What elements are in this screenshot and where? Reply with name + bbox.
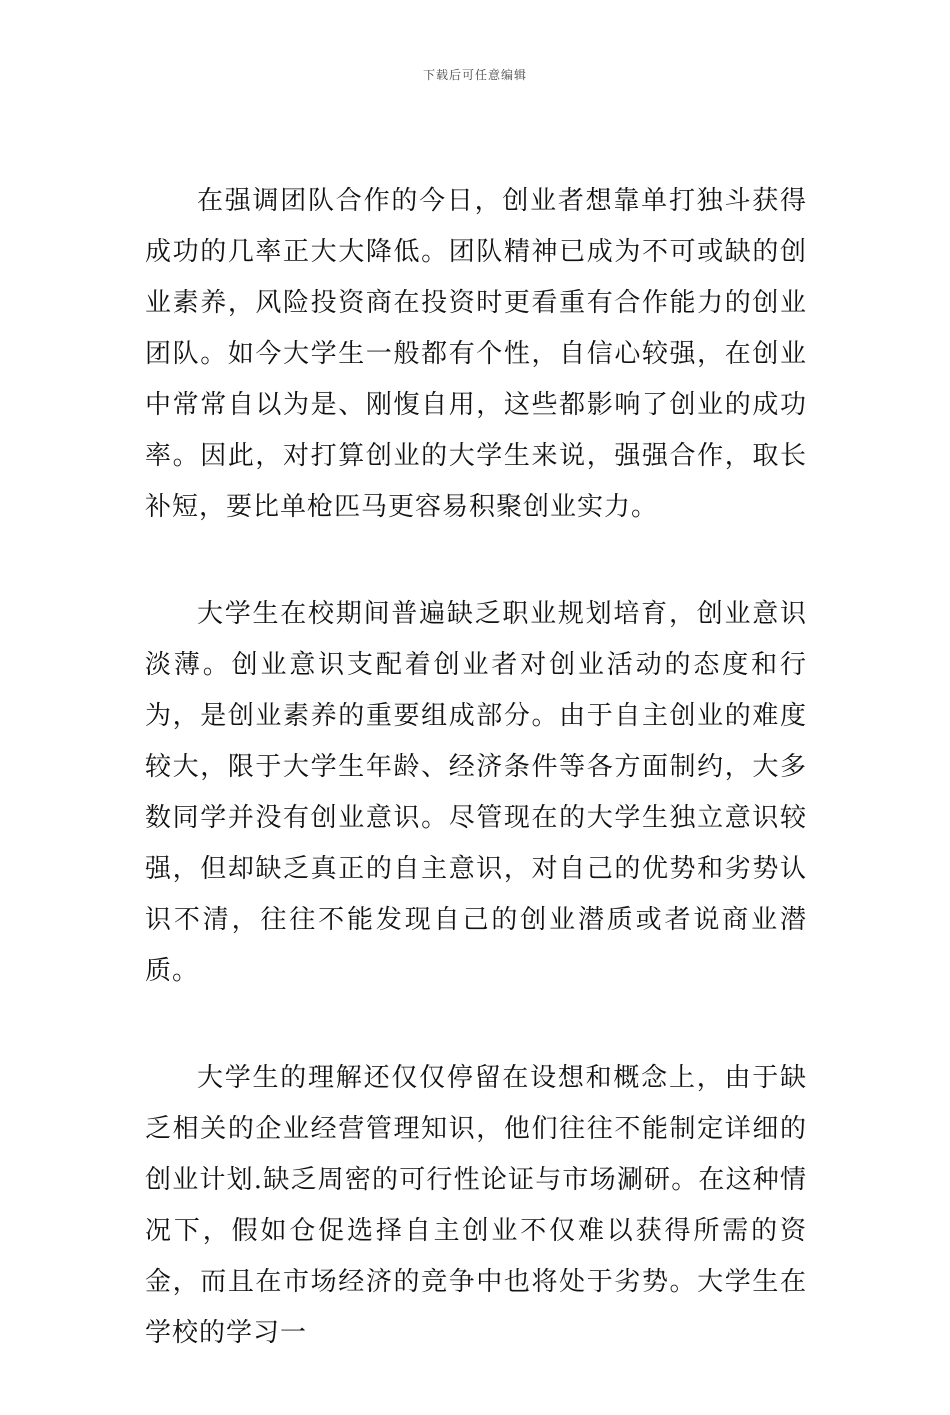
document-body [145,176,807,1415]
paragraph-teamwork: 在强调团队合作的今日，创业者想靠单打独斗获得成功的几率正大大降低。团队精神已成为不可或缺的创业素养，风险投资商在投资时更看重有合作能力的创业团队。如今大学生一般都有个性，自信心较强，在创业中常常自以为是、刚愎自用，这些都影响了创业的成功率。因此，对打算创业的大学生来说，强强合作，取长补短，要比单枪匹马更容易积聚创业实力。 [145,186,807,522]
page-header-note: 下载后可任意编辑 [422,68,527,82]
paragraph-business-planning: 大学生的理解还仅仅停留在设想和概念上，由于缺乏相关的企业经营管理知识，他们往往不能制定详细的创业计划.缺乏周密的可行性论证与市场涮研。在这种情况下，假如仓促选择自主创业不仅难以获得所需的资金，而且在市场经济的竞争中也将处于劣势。大学生在学校的学习一 [145,1063,807,1348]
paragraph-entrepreneurial-awareness: 大学生在校期间普遍缺乏职业规划培育，创业意识淡薄。创业意识支配着创业者对创业活动的态度和行为，是创业素养的重要组成部分。由于自主创业的难度较大，限于大学生年龄、经济条件等各方面制约，大多数同学并没有创业意识。尽管现在的大学生独立意识较强，但却缺乏真正的自主意识，对自己的优势和劣势认识不清，往往不能发现自己的创业潜质或者说商业潜质。 [145,599,807,986]
